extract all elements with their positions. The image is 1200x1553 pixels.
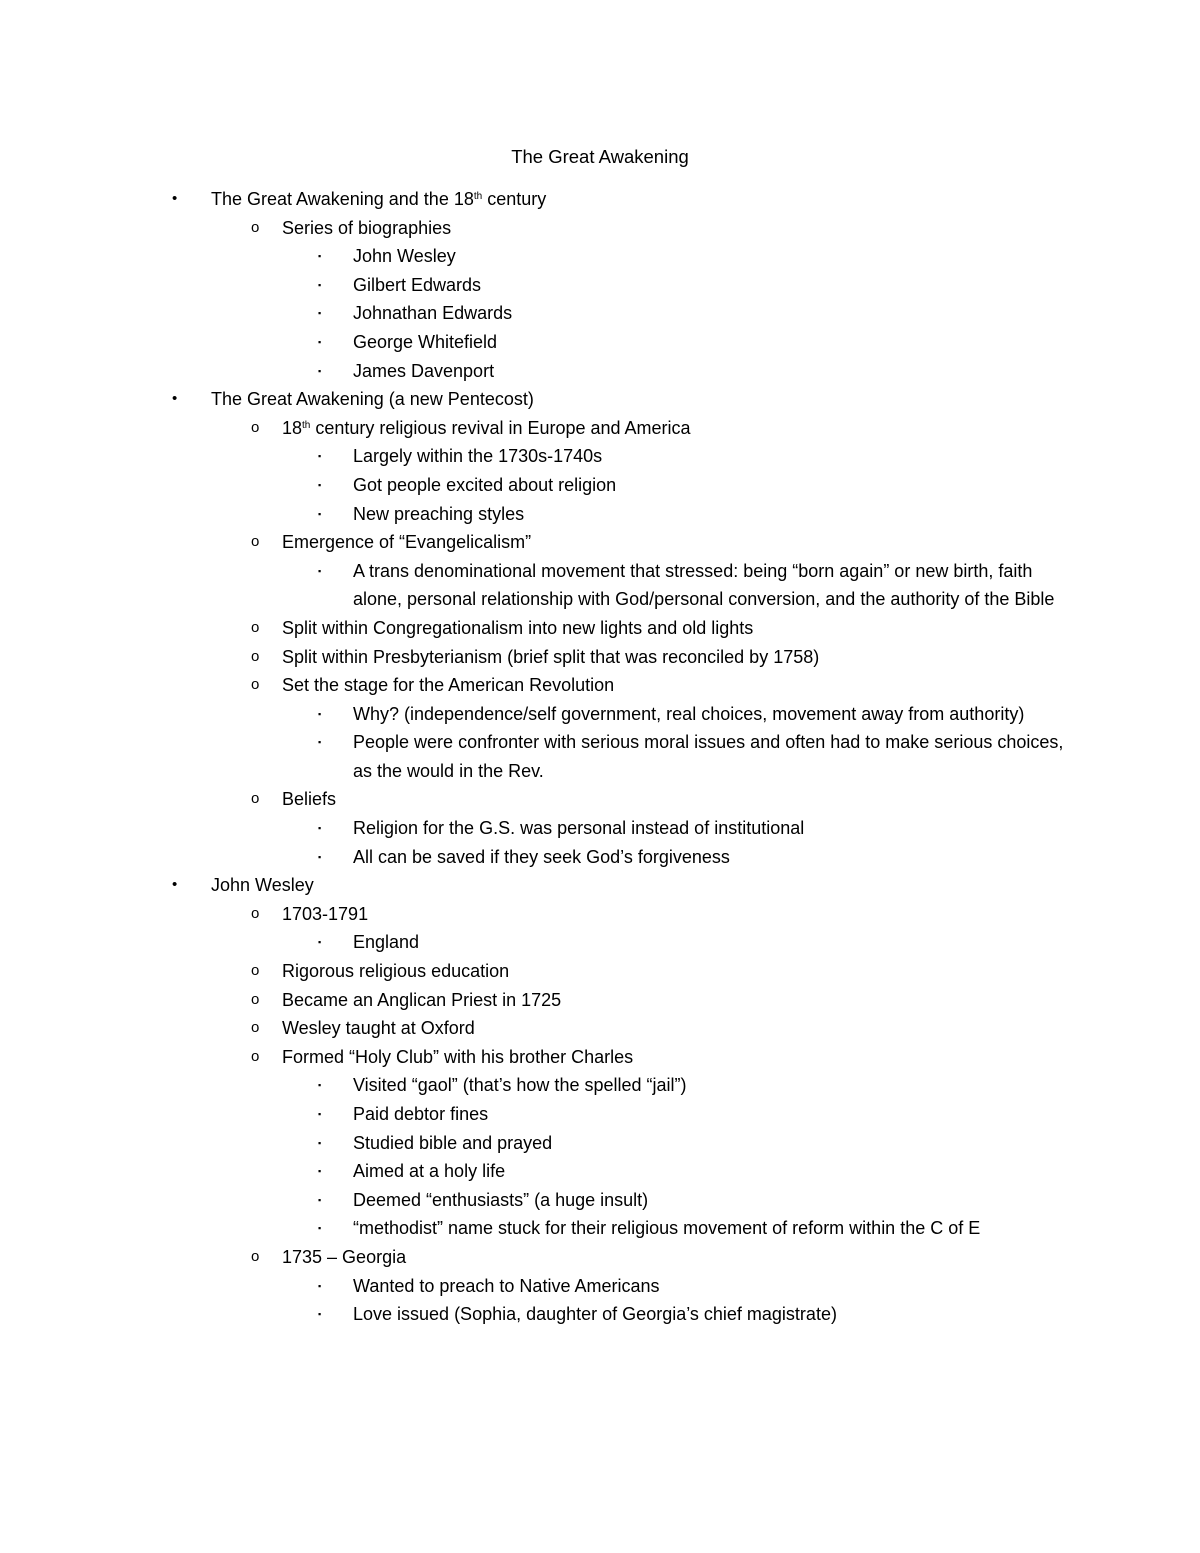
bullet-square-icon: ▪ [318, 1309, 322, 1320]
bullet-square-icon: ▪ [318, 336, 322, 347]
bullet-square-icon: ▪ [318, 851, 322, 862]
outline-item-text [282, 414, 1200, 443]
outline-item-level-3 [0, 1186, 1200, 1215]
bullet-circle-icon: o [251, 990, 260, 1008]
outline-item-level-2 [0, 671, 1200, 700]
outline-item-text: George Whitefield [353, 331, 498, 352]
bullet-circle-icon: o [251, 218, 260, 236]
outline-item-text: 1703-1791 [282, 903, 369, 924]
outline-item-text: Religion for the G.S. was personal instead of institutional [353, 818, 805, 839]
outline-item-level-2 [0, 1014, 1200, 1043]
outline-item-text: Studied bible and prayed [353, 1132, 553, 1153]
outline-item-text: Beliefs [282, 789, 337, 810]
outline-item-text: England [353, 932, 420, 953]
bullet-square-icon: ▪ [318, 1194, 322, 1205]
bullet-circle-icon: o [251, 1019, 260, 1037]
outline-item-level-3 [0, 1300, 1200, 1329]
outline-item-text: Gilbert Edwards [353, 274, 482, 295]
outline-item-level-3 [0, 1100, 1200, 1129]
outline-item-text: Paid debtor fines [353, 1104, 489, 1124]
outline-item-level-3 [0, 1157, 1200, 1186]
bullet-circle-icon: o [251, 790, 260, 808]
outline-item-level-1 [0, 385, 1200, 414]
outline-item-level-2 [0, 528, 1200, 557]
bullet-circle-icon: o [251, 962, 260, 980]
outline-item-level-3 [0, 471, 1200, 500]
outline-item-level-1 [0, 185, 1200, 214]
bullet-disc-icon: • [172, 390, 178, 408]
bullet-square-icon: ▪ [318, 508, 322, 519]
outline-item-level-2 [0, 614, 1200, 643]
document-title: The Great Awakening [511, 146, 689, 167]
outline-item-text: 1735 – Georgia [282, 1246, 407, 1267]
outline-item-level-3 [0, 357, 1200, 386]
outline-item-text: Series of biographies [282, 217, 452, 238]
outline-item-level-3 [0, 928, 1200, 957]
bullet-square-icon: ▪ [318, 1280, 322, 1291]
outline-item-level-3 [0, 1272, 1200, 1301]
outline-item-text: Wesley taught at Oxford [282, 1018, 475, 1039]
bullet-circle-icon: o [251, 647, 260, 665]
outline-item-level-2 [0, 643, 1200, 672]
outline-item-text: Split within Congregationalism into new lights and old lights [282, 617, 754, 638]
outline-item-text: James Davenport [353, 360, 495, 381]
bullet-square-icon: ▪ [318, 937, 322, 948]
bullet-square-icon: ▪ [318, 565, 322, 576]
outline-item-level-3 [0, 328, 1200, 357]
outline-item-text: The Great Awakening (a new Pentecost) [211, 389, 534, 410]
text-segment: 18 [282, 417, 303, 438]
outline-item-level-3 [0, 700, 1200, 729]
outline-item-text: John Wesley [353, 246, 456, 267]
outline-item-text [211, 185, 1200, 214]
text-segment: The Great Awakening and the 18 [211, 189, 474, 209]
bullet-square-icon: ▪ [318, 708, 322, 719]
outline-item-text: Love issued (Sophia, daughter of Georgia’s chief magistrate) [353, 1304, 837, 1325]
bullet-square-icon: ▪ [318, 737, 322, 748]
outline-item-level-3 [0, 843, 1200, 872]
bullet-square-icon: ▪ [318, 1223, 322, 1234]
bullet-square-icon: ▪ [318, 1137, 322, 1148]
outline-item-text: A trans denominational movement that stressed: being “born again” or new birth, faith alone, personal relationship with God/personal conversion, and the authority of the Bible [353, 560, 1055, 610]
text-segment: century [482, 189, 547, 209]
outline-item-level-1 [0, 871, 1200, 900]
outline-item-level-3 [0, 299, 1200, 328]
outline-item-text: New preaching styles [353, 503, 525, 524]
outline-list [0, 185, 1200, 1329]
outline-item-level-2 [0, 414, 1200, 443]
outline-item-level-3 [0, 500, 1200, 529]
outline-item-text: Got people excited about religion [353, 474, 617, 495]
outline-item-level-2 [0, 900, 1200, 929]
outline-item-level-3 [0, 271, 1200, 300]
bullet-disc-icon: • [172, 876, 178, 894]
outline-item-level-3 [0, 728, 1200, 785]
outline-item-text: Became an Anglican Priest in 1725 [282, 989, 562, 1010]
outline-item-text: Visited “gaol” (that’s how the spelled “jail”) [353, 1075, 687, 1096]
outline-item-text: Wanted to preach to Native Americans [353, 1275, 660, 1296]
outline-item-text: John Wesley [211, 875, 314, 896]
outline-item-level-3 [0, 557, 1200, 614]
outline-item-level-3 [0, 1071, 1200, 1100]
bullet-circle-icon: o [251, 676, 260, 694]
outline-item-level-3 [0, 442, 1200, 471]
outline-item-text: People were confronter with serious moral issues and often had to make serious choices, as the would in the Rev. [353, 732, 1064, 781]
bullet-square-icon: ▪ [318, 1080, 322, 1091]
bullet-square-icon: ▪ [318, 365, 322, 376]
bullet-circle-icon: o [251, 533, 260, 551]
bullet-circle-icon: o [251, 418, 260, 436]
outline-item-text: Largely within the 1730s-1740s [353, 446, 603, 467]
bullet-circle-icon: o [251, 1047, 260, 1065]
bullet-circle-icon: o [251, 904, 260, 922]
outline-item-text: All can be saved if they seek God’s forgiveness [353, 846, 730, 867]
bullet-disc-icon: • [172, 190, 178, 207]
outline-item-level-3 [0, 242, 1200, 271]
outline-item-text: Deemed “enthusiasts” (a huge insult) [353, 1189, 649, 1210]
outline-item-level-3 [0, 814, 1200, 843]
outline-item-level-3 [0, 1129, 1200, 1158]
outline-item-text: Rigorous religious education [282, 961, 510, 982]
outline-item-text: Johnathan Edwards [353, 303, 513, 324]
outline-item-level-2 [0, 1043, 1200, 1072]
text-segment: century religious revival in Europe and America [310, 417, 691, 438]
outline-item-level-2 [0, 957, 1200, 986]
bullet-circle-icon: o [251, 1247, 260, 1265]
outline-item-level-2 [0, 214, 1200, 243]
bullet-square-icon: ▪ [318, 451, 322, 462]
outline-item-text: Set the stage for the American Revolution [282, 675, 615, 696]
bullet-square-icon: ▪ [318, 1166, 322, 1177]
bullet-square-icon: ▪ [318, 1109, 322, 1119]
bullet-square-icon: ▪ [318, 308, 322, 319]
bullet-square-icon: ▪ [318, 479, 322, 490]
bullet-square-icon: ▪ [318, 279, 322, 290]
outline-item-level-2 [0, 785, 1200, 814]
ordinal-superscript: th [473, 191, 483, 202]
outline-item-text: “methodist” name stuck for their religious movement of reform within the C of E [353, 1218, 981, 1239]
outline-item-text: Emergence of “Evangelicalism” [282, 532, 532, 553]
outline-item-text: Formed “Holy Club” with his brother Charles [282, 1046, 634, 1067]
outline-item-level-3 [0, 1214, 1200, 1243]
bullet-square-icon: ▪ [318, 823, 322, 834]
outline-item-text: Why? (independence/self government, real choices, movement away from authority) [353, 703, 1025, 724]
ordinal-superscript: th [302, 419, 311, 431]
bullet-circle-icon: o [251, 618, 260, 636]
bullet-square-icon: ▪ [318, 251, 322, 262]
outline-item-level-2 [0, 986, 1200, 1015]
outline-item-text: Aimed at a holy life [353, 1161, 506, 1182]
outline-item-level-2 [0, 1243, 1200, 1272]
outline-item-text: Split within Presbyterianism (brief split that was reconciled by 1758) [282, 646, 820, 667]
